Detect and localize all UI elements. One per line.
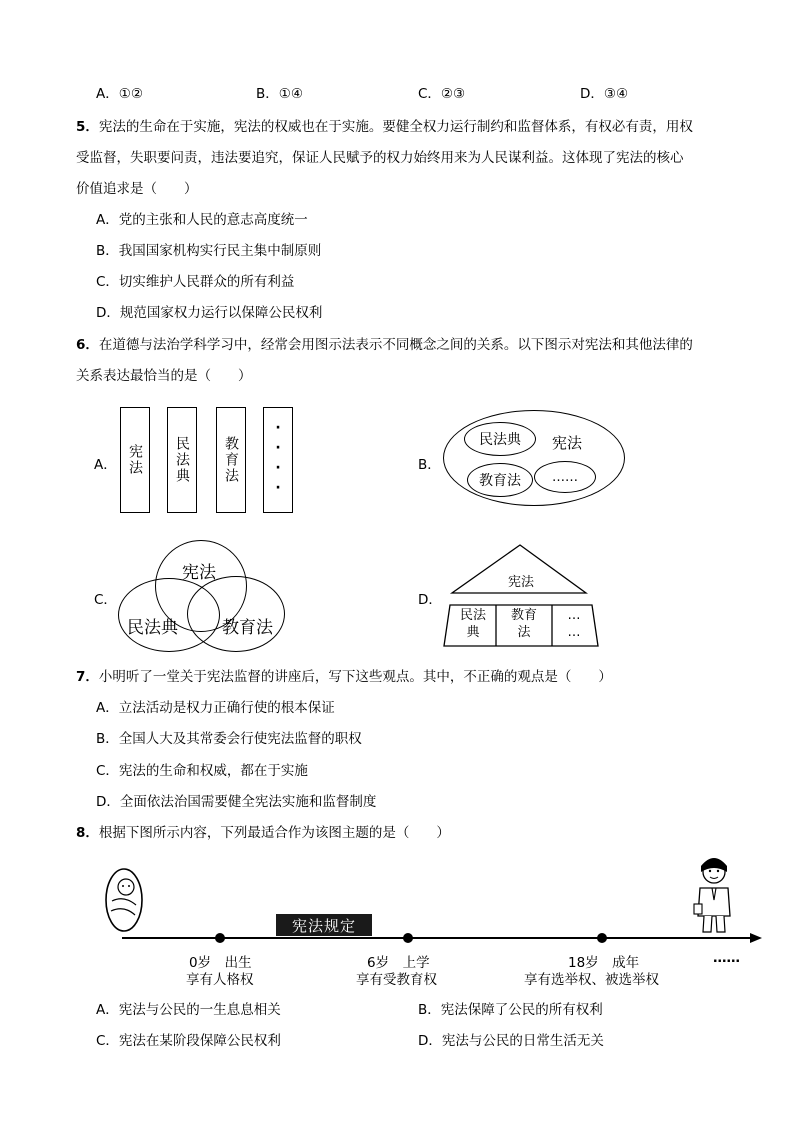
q5-number: 5． xyxy=(76,119,99,135)
q7-number: 7． xyxy=(76,669,99,685)
q7-option-a: A．立法活动是权力正确行使的根本保证 xyxy=(96,700,335,716)
q8-option-c: C．宪法在某阶段保障公民权利 xyxy=(96,1033,281,1049)
q8-text-1: 根据下图所示内容，下列最适合作为该图主题的是（ ） xyxy=(98,825,450,841)
diagB-etc-ellipse: …… xyxy=(534,461,596,493)
q8-stem-line1 xyxy=(76,821,450,841)
timeline-more: …… xyxy=(713,950,740,966)
diagC-label-education-law: 教育法 xyxy=(222,618,273,638)
q5-stem-line1 xyxy=(76,115,693,135)
diagB-outer-label: 宪法 xyxy=(552,434,583,452)
diagC-label-constitution: 宪法 xyxy=(182,563,216,583)
diagA-box-constitution: 宪法 xyxy=(120,407,150,513)
adult-man-icon xyxy=(690,852,738,936)
diagD-label-constitution: 宪法 xyxy=(508,575,535,590)
q5-stem-line2: 受监督，失职要问责，违法要追究，保证人民赋予的权力始终用来为人民谋利益。这体现了宪法的核心 xyxy=(76,150,684,166)
diagA-box-etc: ···· xyxy=(263,407,293,513)
q7-text-1: 小明听了一堂关于宪法监督的讲座后，写下这些观点。其中，不正确的观点是（ ） xyxy=(98,669,612,685)
timeline-point-0-age: 0岁 出生 xyxy=(189,955,252,971)
q6-text-1: 在道德与法治学科学习中，经常会用图示法表示不同概念之间的关系。以下图示对宪法和其他法律的 xyxy=(98,337,693,353)
q7-option-c: C．宪法的生命和权威，都在于实施 xyxy=(96,763,308,779)
q6-number: 6． xyxy=(76,337,99,353)
q5-stem-line3: 价值追求是（ ） xyxy=(76,181,198,197)
q8-number: 8． xyxy=(76,825,99,841)
q6-label-a: A． xyxy=(94,457,117,473)
q5-text-1: 宪法的生命在于实施，宪法的权威也在于实施。要健全权力运行制约和监督体系，有权必有责，用权 xyxy=(98,119,693,135)
q4-option-c: C．②③ xyxy=(418,86,466,102)
q4-option-a: A．①② xyxy=(96,86,143,102)
diagD-cell-education-law: 教育 法 xyxy=(510,608,537,640)
q4-option-b: B．①④ xyxy=(256,86,303,102)
timeline-point-1-age: 6岁 上学 xyxy=(367,955,430,971)
q6-stem-line2: 关系表达最恰当的是（ ） xyxy=(76,368,252,384)
q8-option-d: D．宪法与公民的日常生活无关 xyxy=(418,1033,604,1049)
diagB-civil-code-ellipse: 民法典 xyxy=(464,422,536,456)
constitution-banner: 宪法规定 xyxy=(276,914,372,936)
timeline-point-2-right: 享有选举权、被选举权 xyxy=(524,972,659,988)
q7-option-d: D．全面依法治国需要健全宪法实施和监督制度 xyxy=(96,794,377,810)
q7-stem-line1 xyxy=(76,665,612,685)
diagB-education-law-ellipse: 教育法 xyxy=(467,463,533,497)
diagA-box-civil-code: 民法典 xyxy=(167,407,197,513)
q6-label-c: C． xyxy=(94,592,117,608)
q4-option-d: D．③④ xyxy=(580,86,629,102)
q5-option-a: A．党的主张和人民的意志高度统一 xyxy=(96,212,308,228)
q5-option-d: D．规范国家权力运行以保障公民权利 xyxy=(96,305,323,321)
timeline-axis xyxy=(100,850,770,950)
q8-option-a: A．宪法与公民的一生息息相关 xyxy=(96,1002,281,1018)
q6-label-d: D． xyxy=(418,592,442,608)
baby-icon xyxy=(102,867,146,933)
q6-label-b: B． xyxy=(418,457,441,473)
diagC-label-civil-code: 民法典 xyxy=(127,618,178,638)
q5-option-c: C．切实维护人民群众的所有利益 xyxy=(96,274,295,290)
timeline-point-1-right: 享有受教育权 xyxy=(356,972,437,988)
diagD-cell-civil-code: 民法 典 xyxy=(459,608,486,640)
q7-option-b: B．全国人大及其常委会行使宪法监督的职权 xyxy=(96,731,362,747)
diagB-outer-ellipse xyxy=(443,410,625,506)
q5-option-b: B．我国国家机构实行民主集中制原则 xyxy=(96,243,322,259)
timeline-point-2-age: 18岁 成年 xyxy=(568,955,640,971)
q8-option-b: B．宪法保障了公民的所有权利 xyxy=(418,1002,603,1018)
diagA-box-education-law: 教育法 xyxy=(216,407,246,513)
q6-stem-line1 xyxy=(76,333,693,353)
timeline-point-0-right: 享有人格权 xyxy=(186,972,254,988)
diagD-cell-etc: … … xyxy=(567,608,581,640)
